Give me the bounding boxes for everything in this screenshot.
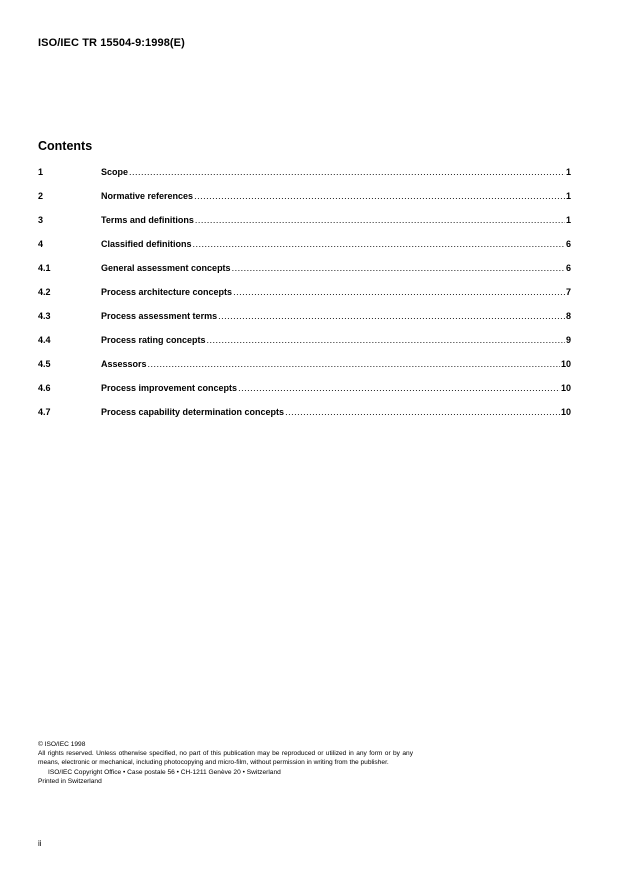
page-number: ii: [38, 839, 42, 848]
toc-entry-title: Assessors: [101, 359, 147, 369]
toc-entry-title: Terms and definitions: [101, 215, 194, 225]
toc-entry[interactable]: [38, 167, 571, 191]
toc-entry-page: 7: [565, 287, 571, 297]
toc-entry-number: 4.5: [38, 359, 51, 369]
toc-entry-page: 10: [560, 407, 571, 417]
toc-entry[interactable]: [38, 359, 571, 383]
toc-entry[interactable]: [38, 335, 571, 359]
toc-entry[interactable]: [38, 407, 571, 431]
toc-entry-page: 10: [560, 359, 571, 369]
rights-statement: All rights reserved. Unless otherwise specified, no part of this publication may be reproduced or utilized in any form or by any means, electronic or mechanical, including photocopying and micro-film, without permission in writing from the publisher.: [38, 750, 413, 767]
toc-entry-page: 6: [565, 263, 571, 273]
toc-entry-page: 1: [565, 191, 571, 201]
toc-entry-title: Process assessment terms: [101, 311, 218, 321]
toc-dot-leader: [148, 359, 560, 369]
toc-dot-leader: [193, 239, 565, 249]
toc-entry-number: 4.2: [38, 287, 51, 297]
toc-entry-title: General assessment concepts: [101, 263, 231, 273]
toc-entry-title: Scope: [101, 167, 129, 177]
toc-dot-leader: [218, 311, 565, 321]
toc-entry-page: 10: [560, 383, 571, 393]
toc-entry[interactable]: [38, 191, 571, 215]
document-header: ISO/IEC TR 15504-9:1998(E): [38, 37, 185, 49]
toc-entry[interactable]: [38, 287, 571, 311]
table-of-contents: [38, 167, 571, 431]
toc-entry[interactable]: [38, 383, 571, 407]
toc-entry-title: Process rating concepts: [101, 335, 206, 345]
toc-entry-page: 1: [565, 167, 571, 177]
toc-entry-number: 1: [38, 167, 44, 177]
toc-entry-number: 4.4: [38, 335, 51, 345]
toc-dot-leader: [194, 191, 565, 201]
toc-entry[interactable]: [38, 263, 571, 287]
toc-entry-number: 4.3: [38, 311, 51, 321]
toc-dot-leader: [195, 215, 565, 225]
toc-entry-number: 4.6: [38, 383, 51, 393]
toc-entry-number: 3: [38, 215, 44, 225]
toc-entry-page: 9: [565, 335, 571, 345]
toc-entry[interactable]: [38, 215, 571, 239]
toc-dot-leader: [285, 407, 560, 417]
printed-in-line: Printed in Switzerland: [38, 777, 102, 785]
toc-dot-leader: [233, 287, 565, 297]
toc-entry-title: Process capability determination concepts: [101, 407, 285, 417]
toc-entry-page: 8: [565, 311, 571, 321]
toc-entry-title: Process improvement concepts: [101, 383, 238, 393]
toc-entry[interactable]: [38, 311, 571, 335]
toc-dot-leader: [129, 167, 565, 177]
toc-entry-number: 4.1: [38, 263, 51, 273]
toc-entry-title: Process architecture concepts: [101, 287, 233, 297]
toc-entry-number: 2: [38, 191, 44, 201]
copyright-office-address: ISO/IEC Copyright Office • Case postale 56 • CH-1211 Genève 20 • Switzerland: [48, 768, 281, 776]
toc-dot-leader: [238, 383, 560, 393]
toc-entry-page: 1: [565, 215, 571, 225]
toc-entry-number: 4: [38, 239, 44, 249]
contents-heading: Contents: [38, 139, 93, 153]
toc-entry-title: Classified definitions: [101, 239, 192, 249]
toc-entry-number: 4.7: [38, 407, 51, 417]
toc-entry-title: Normative references: [101, 191, 194, 201]
toc-dot-leader: [232, 263, 565, 273]
toc-dot-leader: [207, 335, 565, 345]
copyright-notice: [38, 740, 413, 786]
toc-entry[interactable]: [38, 239, 571, 263]
copyright-line: © ISO/IEC 1998: [38, 741, 86, 748]
toc-entry-page: 6: [565, 239, 571, 249]
